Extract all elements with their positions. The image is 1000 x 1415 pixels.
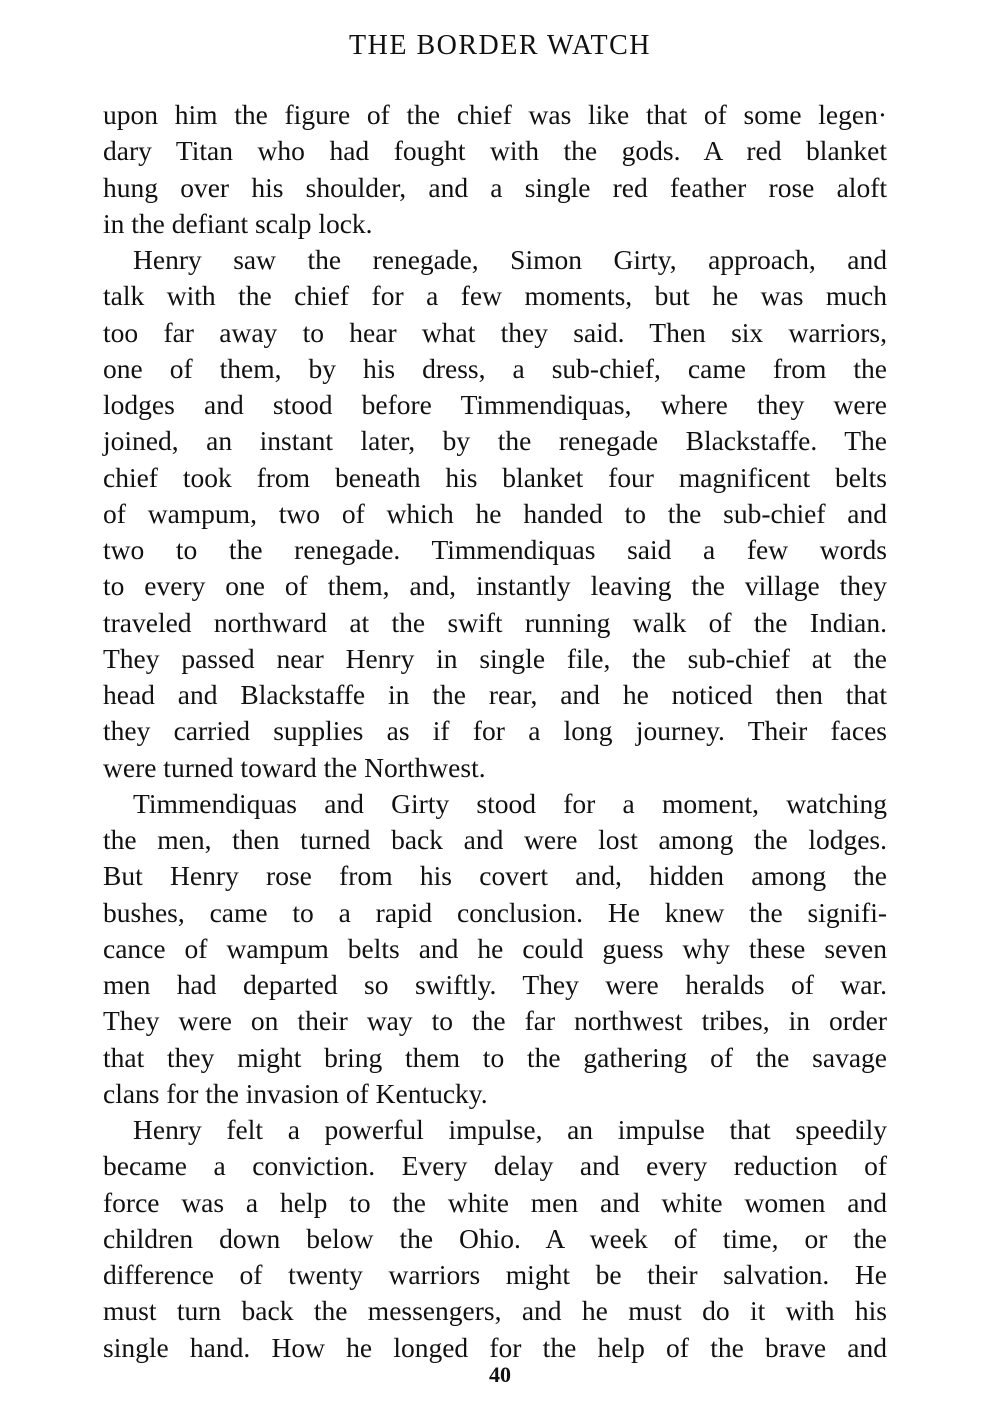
text-line: that they might bring them to the gathering of the savage bbox=[103, 1041, 887, 1073]
text-line: to every one of them, and, instantly leaving the village they bbox=[103, 570, 887, 602]
paragraph bbox=[103, 1112, 887, 1366]
text-line: Henry felt a powerful impulse, an impulse that speedily bbox=[133, 1114, 887, 1145]
text-line: they carried supplies as if for a long journey. Their faces bbox=[103, 715, 887, 747]
text-line: clans for the invasion of Kentucky. bbox=[103, 1077, 488, 1109]
text-line: Timmendiquas and Girty stood for a moment, watching bbox=[133, 787, 887, 819]
text-line: in the defiant scalp lock. bbox=[103, 207, 373, 239]
text-line: the men, then turned back and were lost among the lodges. bbox=[103, 824, 887, 855]
text-line: They passed near Henry in single file, the sub-chief at the bbox=[103, 642, 887, 674]
text-line: one of them, by his dress, a sub-chief, came from the bbox=[103, 352, 887, 384]
text-line: force was a help to the white men and white women and bbox=[103, 1186, 887, 1218]
running-title: THE BORDER WATCH bbox=[349, 30, 651, 61]
text-line: cance of wampum belts and he could guess why these seven bbox=[103, 932, 887, 964]
paragraph bbox=[103, 786, 887, 1112]
text-line: chief took from beneath his blanket four magnificent belts bbox=[103, 461, 887, 493]
text-line: of wampum, two of which he handed to the sub-chief and bbox=[103, 497, 887, 529]
text-line: must turn back the messengers, and he must do it with his bbox=[103, 1295, 887, 1327]
text-line: But Henry rose from his covert and, hidden among the bbox=[103, 860, 887, 892]
paragraph bbox=[103, 242, 887, 786]
text-line: two to the renegade. Timmendiquas said a few words bbox=[103, 534, 887, 565]
text-line: dary Titan who had fought with the gods. A red blanket bbox=[103, 135, 887, 167]
text-line: head and Blackstaffe in the rear, and he noticed then that bbox=[103, 679, 887, 710]
text-line: traveled northward at the swift running walk of the Indian. bbox=[103, 606, 887, 638]
text-line: bushes, came to a rapid conclusion. He knew the signifi- bbox=[103, 896, 887, 928]
text-line: became a conviction. Every delay and every reduction of bbox=[103, 1150, 887, 1182]
text-line: Henry saw the renegade, Simon Girty, approach, and bbox=[133, 244, 887, 275]
text-line: too far away to hear what they said. Then six warriors, bbox=[103, 316, 887, 348]
text-line: They were on their way to the far northwest tribes, in order bbox=[103, 1005, 887, 1037]
text-line: single hand. How he longed for the help of the brave and bbox=[103, 1331, 887, 1363]
text-line: men had departed so swiftly. They were heralds of war. bbox=[103, 969, 887, 1000]
text-line: lodges and stood before Timmendiquas, where they were bbox=[103, 389, 887, 420]
text-line: children down below the Ohio. A week of time, or the bbox=[103, 1222, 887, 1254]
body-text bbox=[103, 97, 887, 1366]
text-line: hung over his shoulder, and a single red feather rose aloft bbox=[103, 171, 887, 203]
paragraph bbox=[103, 97, 887, 242]
text-line: upon him the figure of the chief was like that of some legen· bbox=[103, 99, 887, 130]
page-number: 40 bbox=[489, 1362, 511, 1387]
text-line: joined, an instant later, by the renegade Blackstaffe. The bbox=[103, 425, 887, 457]
text-line: were turned toward the Northwest. bbox=[103, 751, 486, 783]
text-line: difference of twenty warriors might be their salvation. He bbox=[103, 1259, 887, 1290]
text-line: talk with the chief for a few moments, but he was much bbox=[103, 280, 887, 312]
